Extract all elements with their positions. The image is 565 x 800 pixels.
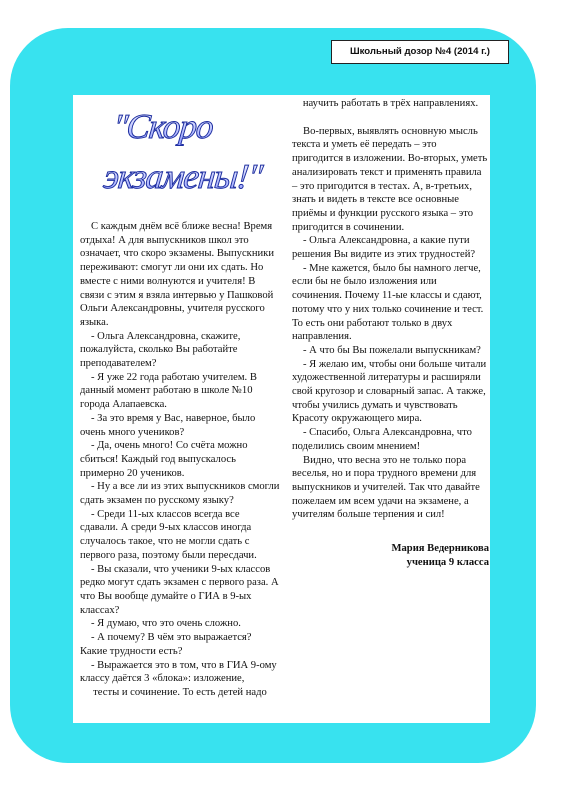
title-line-1: "Скоро xyxy=(111,107,215,146)
answer-1: - Я уже 22 года работаю учителем. В данный момент работаю в школе №10 города Алапаевска. xyxy=(80,371,257,411)
question-2: - За это время у Вас, наверное, было очень много учеников? xyxy=(80,412,256,438)
article-column-right xyxy=(292,97,489,570)
answer-5-end: научить работать в трёх направлениях. xyxy=(302,98,479,109)
answer-3: - Среди 11-ых классов всегда все сдавали. А среди 9-ых классов иногда случалось такое, что не могли сдать с первого раза, поэтому были пересдачи. xyxy=(80,508,257,561)
article-column-left xyxy=(80,220,280,700)
answer-5-continued: тесты и сочинение. То есть детей надо xyxy=(93,686,267,698)
answer-5-details: Во-первых, выявлять основную мысль текста и уметь её передать – это пригодится в изложении. Во-вторых, уметь анализировать текст и применять правила – это пригодится в тестах. А, в-третьих, знать и видеть в тексте все основные приёмы и функции русского языка – это пригодится в сочинении. xyxy=(292,125,488,233)
author-role: ученица 9 класса xyxy=(406,556,489,568)
question-3: - Ну а все ли из этих выпускников смогли сдать экзамен по русскому языку? xyxy=(80,481,280,507)
question-4: - Вы сказали, что ученики 9-ых классов редко могут сдать экзамен с первого раза. А что Вы вообще думайте о ГИА в 9-ых классах? xyxy=(80,563,279,616)
answer-7: - Я желаю им, чтобы они больше читали художественной литературы и расширяли свой кругозор и словарный запас. А также, чтобы учились думать и чувствовать Красоту окружающего мира. xyxy=(292,358,487,425)
question-6: - Ольга Александровна, а какие пути решения Вы видите из этих трудностей? xyxy=(292,235,476,261)
paragraph-intro: С каждым днём всё ближе весна! Время отдыха! А для выпускников школ это означает, что скоро экзамены. Выпускники переживают: смогут ли они их сдать. Но вместе с ними волнуются и учителя! В связи с этим я взяла интервью у Пашковой Ольги Александровны, учителя русского языка. xyxy=(80,221,274,328)
article-title xyxy=(100,100,290,210)
closing-paragraph: Видно, что весна это не только пора веселья, но и пора трудного времени для выпускников и учителей. Так что давайте пожелаем им всем удачи на экзамене, а учителям больше терпения и сил! xyxy=(292,454,480,521)
closing-thanks: - Спасибо, Ольга Александровна, что поделились своим мнением! xyxy=(292,427,472,452)
answer-5: - Выражается это в том, что в ГИА 9-ому классу даётся 3 «блока»: изложение, xyxy=(80,659,277,685)
issue-header: Школьный дозор №4 (2014 г.) xyxy=(331,40,509,64)
question-7: - А что бы Вы пожелали выпускникам? xyxy=(303,344,481,356)
question-5: - А почему? В чём это выражается? Какие трудности есть? xyxy=(80,632,252,657)
title-line-2: экзамены!" xyxy=(101,157,264,196)
answer-2: - Да, очень много! Со счёта можно сбиться! Каждый год выпускалось примерно 20 учеников. xyxy=(80,440,248,479)
answer-6: - Мне кажется, было бы намного легче, если бы не было изложения или сочинения. Почему 11-ые классы и сдают, потому что у них только сочинение и тест. То есть они работают только в двух направления. xyxy=(292,262,484,343)
author-name: Мария Ведерникова xyxy=(391,543,489,555)
question-1: - Ольга Александровна, скажите, пожалуйста, сколько Вы работайте преподавателем? xyxy=(80,330,241,370)
answer-4: - Я думаю, что это очень сложно. xyxy=(91,618,241,630)
